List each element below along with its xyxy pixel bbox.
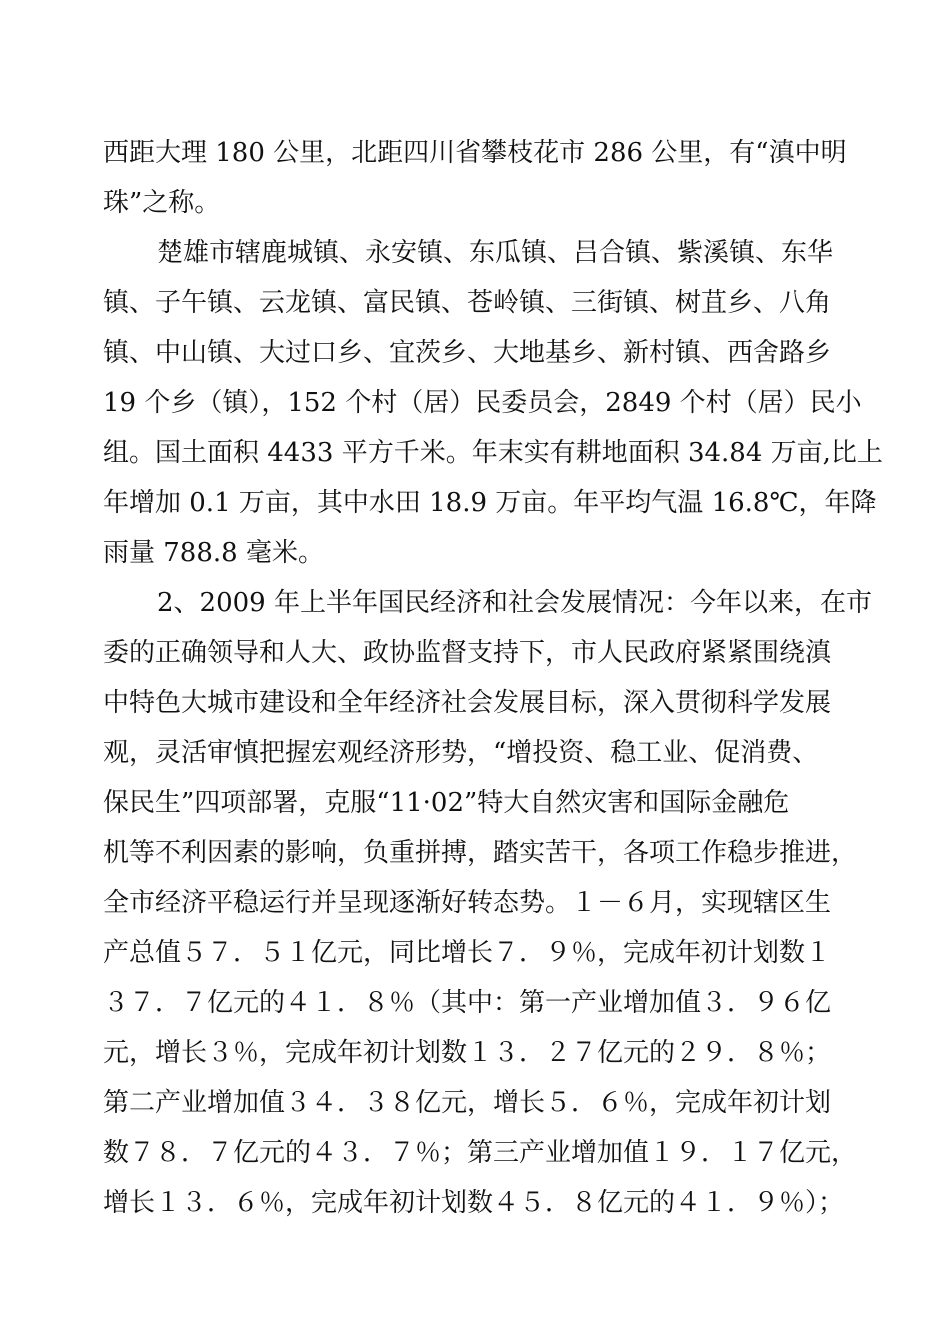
text-line: 第二产业增加值３４．３８亿元，增长５．６％，完成年初计划 bbox=[103, 1088, 832, 1118]
text-line: 镇、子午镇、云龙镇、富民镇、苍岭镇、三街镇、树苴乡、八角 bbox=[103, 288, 832, 318]
text-line: 组。国土面积 4433 平方千米。年末实有耕地面积 34.84 万亩,比上 bbox=[103, 438, 883, 468]
text-line: 镇、中山镇、大过口乡、宜茨乡、大地基乡、新村镇、西舍路乡 bbox=[103, 338, 832, 368]
text-line: 机等不利因素的影响，负重拼搏，踏实苦干，各项工作稳步推进， bbox=[103, 838, 858, 868]
text-line: 19 个乡（镇），152 个村（居）民委员会，2849 个村（居）民小 bbox=[103, 388, 862, 418]
text-line: 保民生”四项部署，克服“11·02”特大自然灾害和国际金融危 bbox=[103, 788, 790, 818]
text-line: 数７８．７亿元的４３．７％；第三产业增加值１９．１７亿元， bbox=[103, 1138, 858, 1168]
text-line: 委的正确领导和人大、政协监督支持下，市人民政府紧紧围绕滇 bbox=[103, 638, 832, 668]
text-line: 楚雄市辖鹿城镇、永安镇、东瓜镇、吕合镇、紫溪镇、东华 bbox=[157, 238, 834, 268]
text-line: ３７．７亿元的４１．８％（其中：第一产业增加值３．９６亿 bbox=[103, 988, 832, 1018]
text-line: 增长１３．６％，完成年初计划数４５．８亿元的４１．９％）； bbox=[103, 1188, 845, 1218]
text-line: 2、2009 年上半年国民经济和社会发展情况：今年以来，在市 bbox=[157, 588, 872, 618]
text-line: 年增加 0.1 万亩，其中水田 18.9 万亩。年平均气温 16.8℃，年降 bbox=[103, 488, 877, 518]
text-line: 珠”之称。 bbox=[103, 188, 221, 218]
text-line: 元，增长３％，完成年初计划数１３．２７亿元的２９．８％； bbox=[103, 1038, 832, 1068]
text-line: 全市经济平稳运行并呈现逐渐好转态势。１－６月，实现辖区生 bbox=[103, 888, 832, 918]
text-line: 雨量 788.8 毫米。 bbox=[103, 538, 324, 568]
text-line: 观，灵活审慎把握宏观经济形势，“增投资、稳工业、促消费、 bbox=[103, 738, 819, 768]
text-line: 西距大理 180 公里，北距四川省攀枝花市 286 公里，有“滇中明 bbox=[103, 138, 847, 168]
text-line: 中特色大城市建设和全年经济社会发展目标，深入贯彻科学发展 bbox=[103, 688, 832, 718]
text-line: 产总值５７．５１亿元，同比增长７．９％，完成年初计划数１ bbox=[103, 938, 832, 968]
